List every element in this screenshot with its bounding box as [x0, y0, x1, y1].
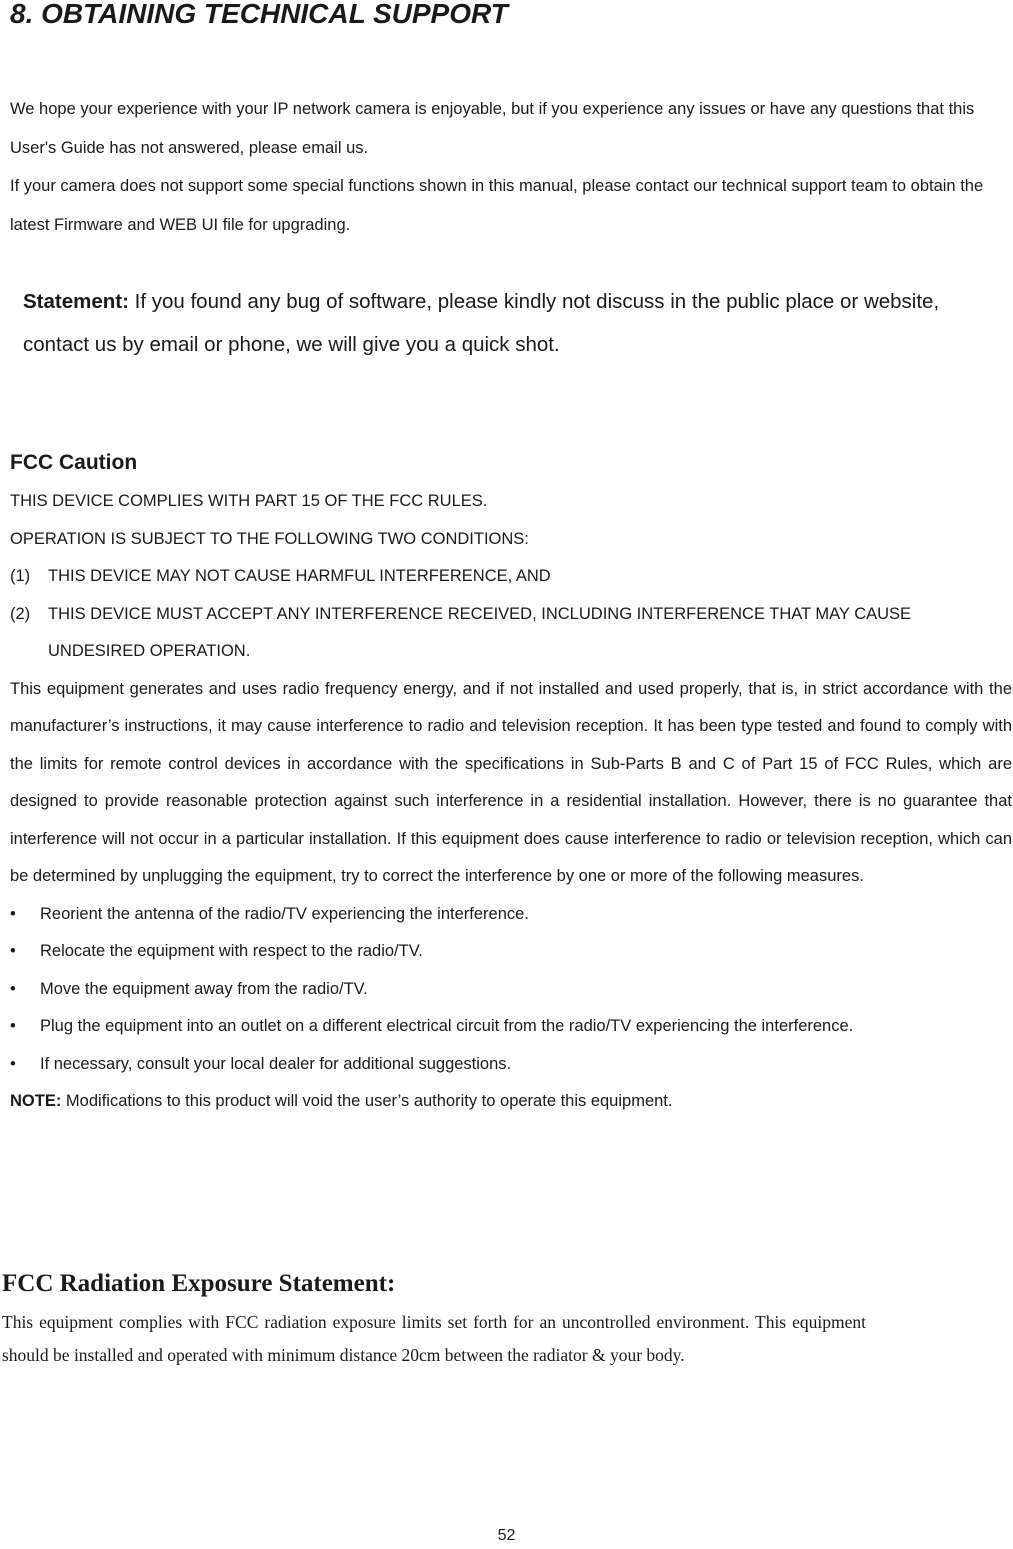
radiation-heading: FCC Radiation Exposure Statement:	[2, 1270, 396, 1297]
statement-text: If you found any bug of software, please kindly not discuss in the public place or website, contact us by email or phone, we will give you a quick shot.	[23, 290, 940, 356]
fcc-conditions-intro: OPERATION IS SUBJECT TO THE FOLLOWING TWO CONDITIONS:	[10, 529, 529, 548]
radiation-body: This equipment complies with FCC radiation exposure limits set forth for an uncontrolled environment. This equipment should be installed and operated with minimum distance 20cm between the radiator & your body.	[2, 1312, 866, 1365]
measure-item	[10, 971, 1012, 1009]
bullet-icon: •	[10, 1017, 16, 1035]
measure-item	[10, 933, 1012, 971]
section-title: 8. OBTAINING TECHNICAL SUPPORT	[10, 0, 508, 29]
condition-text: THIS DEVICE MAY NOT CAUSE HARMFUL INTERFERENCE, AND	[48, 567, 551, 585]
intro-text	[10, 90, 1010, 244]
note-label: NOTE:	[10, 1092, 62, 1110]
condition-text: THIS DEVICE MUST ACCEPT ANY INTERFERENCE RECEIVED, INCLUDING INTERFERENCE THAT MAY CAUSE UNDESIRED OPERATION.	[48, 604, 912, 660]
intro-paragraph-2: If your camera does not support some special functions shown in this manual, please contact our technical support team to obtain the latest Firmware and WEB UI file for upgrading.	[10, 177, 984, 234]
condition-item	[10, 596, 1012, 671]
fcc-caution-heading: FCC Caution	[10, 451, 138, 474]
measure-text: Relocate the equipment with respect to the radio/TV.	[40, 942, 423, 960]
note-line	[10, 1083, 1012, 1121]
bullet-icon: •	[10, 904, 16, 923]
page-number: 52	[497, 1527, 516, 1544]
measure-item	[10, 1046, 1012, 1084]
statement-label: Statement:	[23, 290, 129, 313]
fcc-compliance-line: THIS DEVICE COMPLIES WITH PART 15 OF THE FCC RULES.	[10, 492, 488, 510]
measure-text: Plug the equipment into an outlet on a different electrical circuit from the radio/TV experiencing the interference.	[40, 1017, 854, 1035]
condition-number: (2)	[10, 604, 31, 623]
bullet-icon: •	[10, 942, 16, 960]
bullet-icon: •	[10, 979, 16, 998]
measure-item	[10, 896, 1012, 934]
measures-list	[10, 896, 1012, 1084]
measure-text: Reorient the antenna of the radio/TV experiencing the interference.	[40, 904, 529, 923]
note-text: Modifications to this product will void the user’s authority to operate this equipment.	[61, 1092, 673, 1110]
measure-item	[10, 1008, 1012, 1046]
statement-block	[23, 280, 983, 366]
measure-text: If necessary, consult your local dealer for additional suggestions.	[40, 1054, 512, 1073]
measure-text: Move the equipment away from the radio/TV.	[40, 979, 368, 998]
interference-paragraph: This equipment generates and uses radio frequency energy, and if not installed and used properly, that is, in strict accordance with the manufacturer’s instructions, it may cause interference to radio and television reception. It has been type tested and found to comply with the limits for remote control devices in accordance with the specifications in Sub-Parts B and C of Part 15 of FCC Rules, which are designed to provide reasonable protection against such interference in a residential installation. However, there is no guarantee that interference will not occur in a particular installation. If this equipment does cause interference to radio or television reception, which can be determined by unplugging the equipment, try to correct the interference by one or more of the following measures.	[10, 679, 1012, 885]
intro-paragraph-1: We hope your experience with your IP network camera is enjoyable, but if you experience any issues or have any questions that this User's Guide has not answered, please email us.	[10, 100, 975, 157]
bullet-icon: •	[10, 1054, 16, 1073]
fcc-caution-section	[10, 443, 1012, 1121]
condition-number: (1)	[10, 567, 31, 585]
radiation-exposure-section	[2, 1262, 866, 1371]
condition-item	[10, 558, 1012, 596]
